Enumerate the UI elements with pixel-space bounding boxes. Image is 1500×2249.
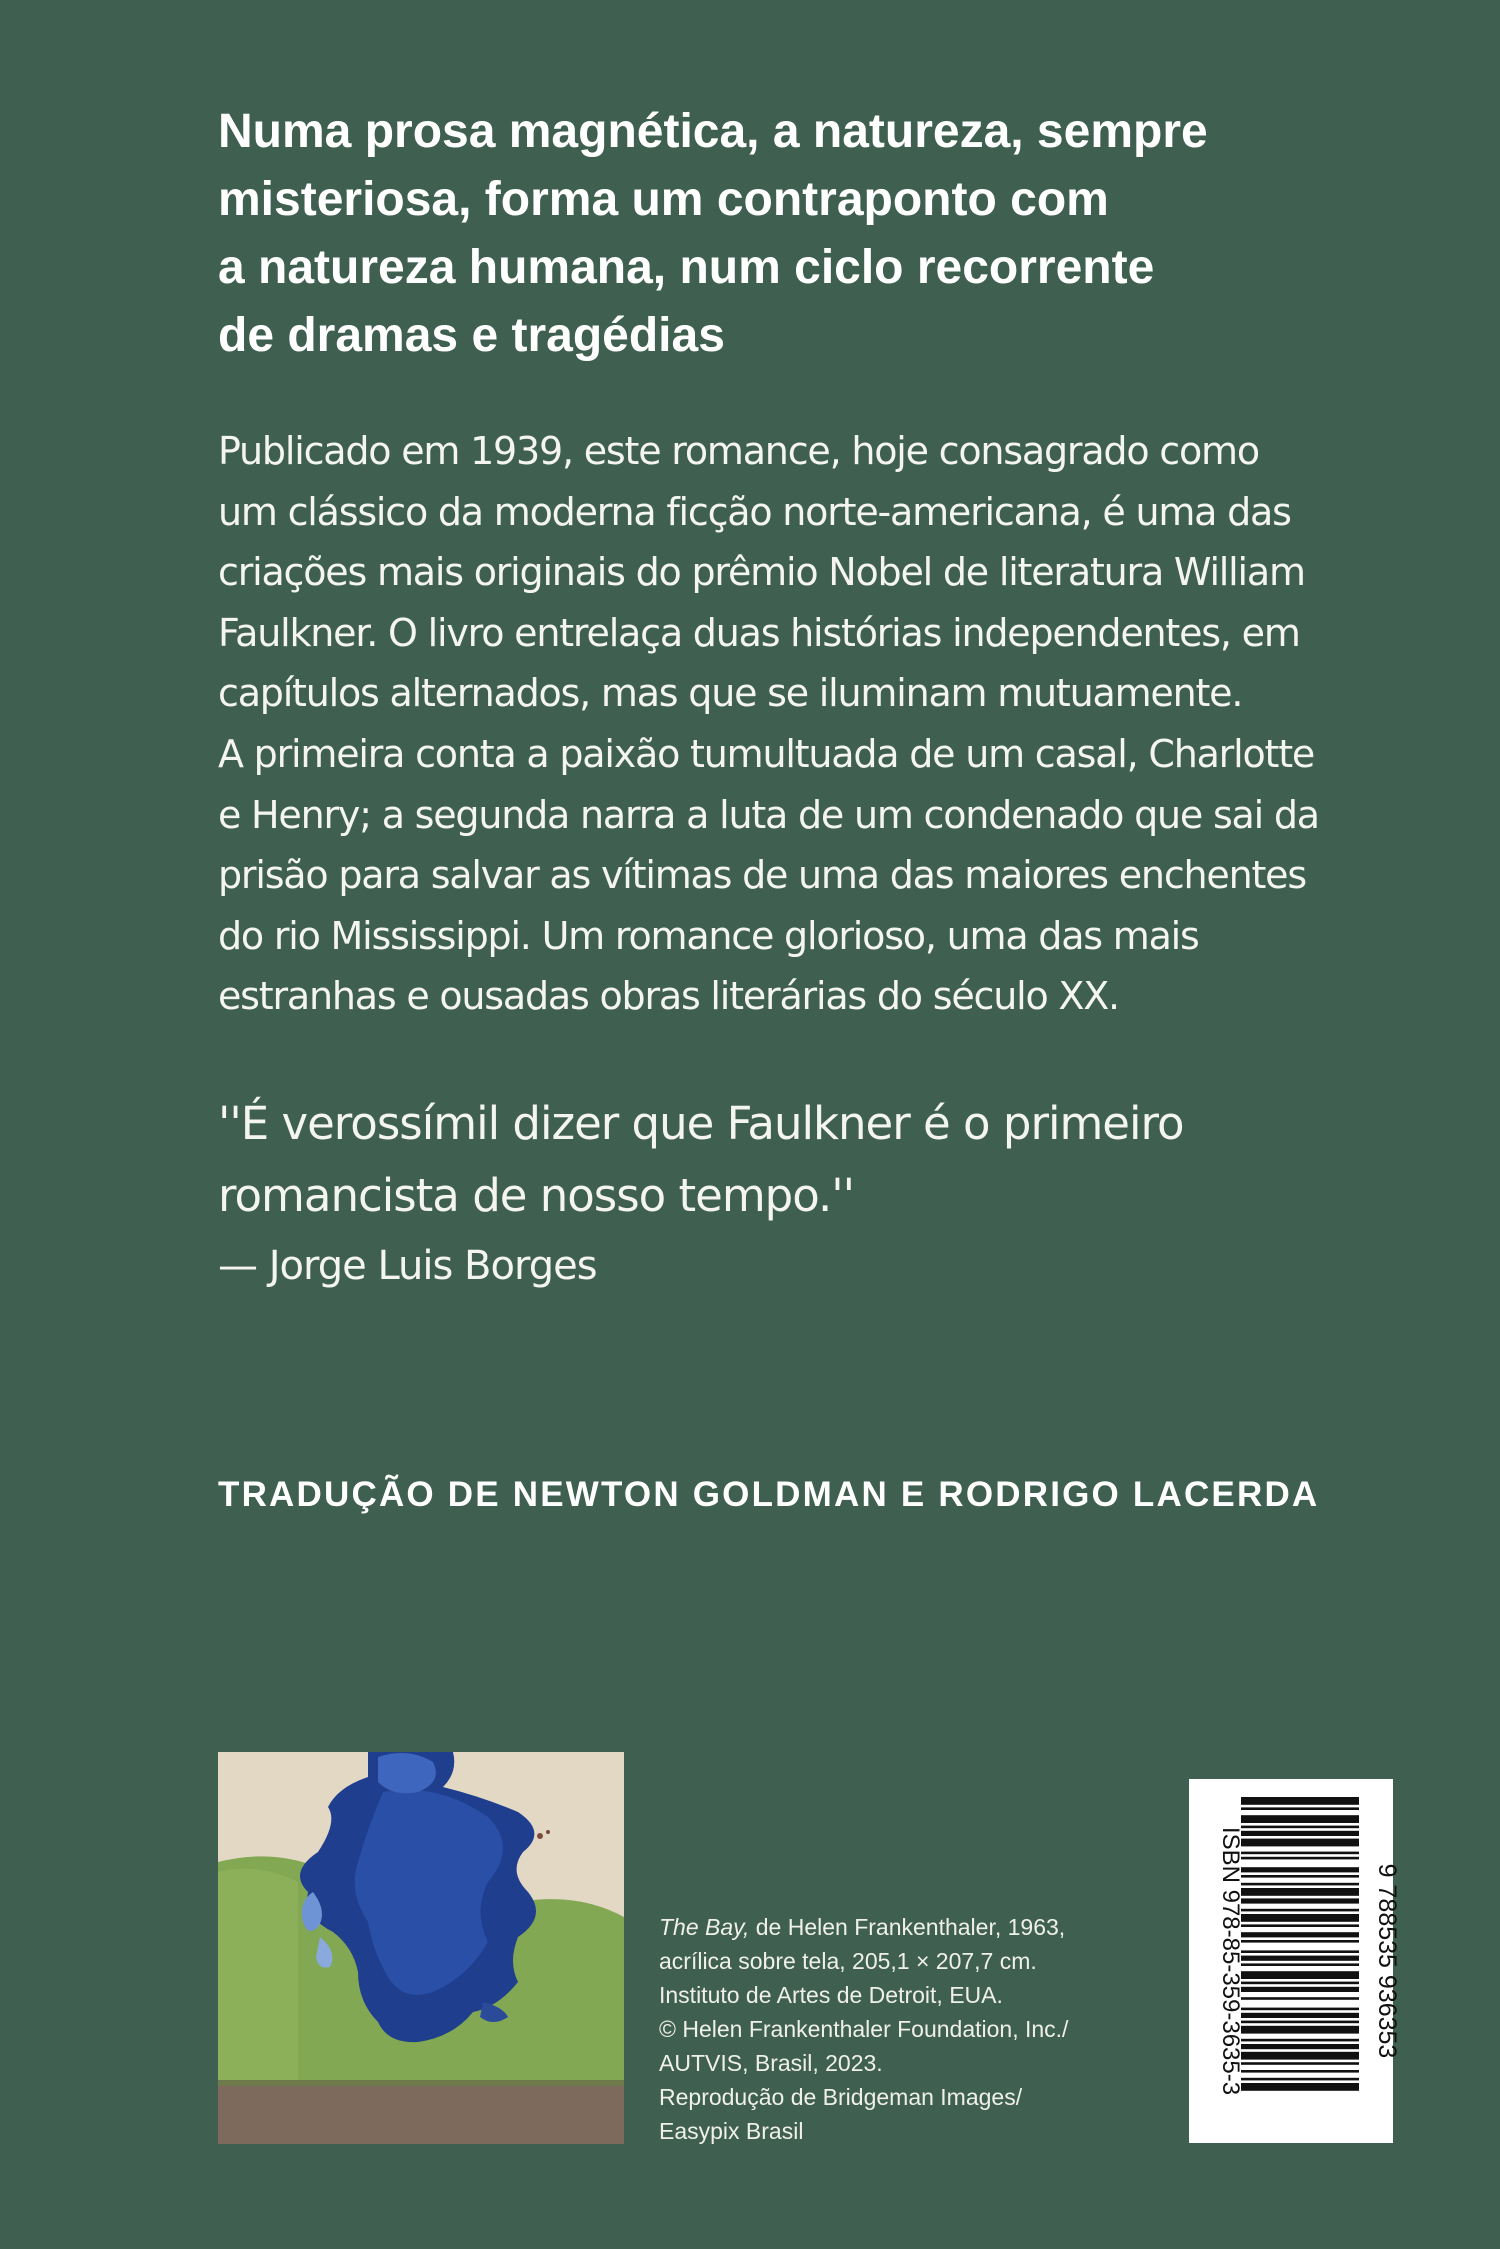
- synopsis-line: Publicado em 1939, este romance, hoje consagrado como: [218, 429, 1259, 473]
- synopsis-line: prisão para salvar as vítimas de uma das maiores enchentes: [218, 853, 1306, 898]
- barcode-bar: [1241, 1826, 1359, 1829]
- barcode-bar: [1241, 1997, 1359, 2000]
- headline: [218, 98, 1318, 370]
- barcode-bar: [1241, 1924, 1359, 1927]
- quote-attribution: — Jorge Luis Borges: [218, 1243, 597, 1289]
- barcode-bar: [1241, 1963, 1359, 1966]
- synopsis: [218, 421, 1338, 1027]
- caption-line: AUTVIS, Brasil, 2023.: [659, 2050, 883, 2076]
- barcode-bar: [1241, 2062, 1359, 2065]
- barcode-bar: [1241, 1807, 1359, 1810]
- barcode-bar: [1241, 1987, 1359, 1992]
- painting-caption: [659, 1910, 1079, 2148]
- synopsis-line: do rio Mississippi. Um romance glorioso, uma das mais: [218, 913, 1199, 958]
- barcode-bar: [1241, 2044, 1359, 2049]
- translators-credit: TRADUÇÃO DE NEWTON GOLDMAN E RODRIGO LACERDA: [218, 1475, 1320, 1514]
- synopsis-line: Faulkner. O livro entrelaça duas histórias independentes, em: [218, 610, 1300, 655]
- barcode-bar: [1241, 2013, 1359, 2018]
- headline-line: a natureza humana, num ciclo recorrente: [218, 241, 1155, 294]
- isbn-barcode: [1189, 1779, 1401, 2143]
- barcode-bar: [1241, 1909, 1359, 1912]
- quote-line: ''É verossímil dizer que Faulkner é o primeiro: [218, 1097, 1184, 1150]
- synopsis-line: e Henry; a segunda narra a luta de um condenado que sai da: [218, 792, 1319, 837]
- synopsis-line: capítulos alternados, mas que se iluminam mutuamente.: [218, 671, 1243, 716]
- barcode-graphic: [1189, 1779, 1401, 2143]
- quote-line: romancista de nosso tempo.'': [218, 1169, 855, 1222]
- barcode-bar: [1241, 1932, 1359, 1937]
- painting-title: The Bay,: [659, 1914, 750, 1940]
- barcode-bar: [1241, 2021, 1359, 2024]
- caption-line: [659, 1910, 1079, 1944]
- barcode-bar: [1241, 1831, 1359, 1836]
- barcode-bar: [1241, 1888, 1359, 1896]
- barcode-bar: [1241, 2008, 1359, 2011]
- synopsis-line: estranhas e ousadas obras literárias do século XX.: [218, 974, 1119, 1019]
- synopsis-line: A primeira conta a paixão tumultuada de um casal, Charlotte: [218, 731, 1315, 776]
- barcode-bar: [1241, 2078, 1359, 2081]
- caption-line: © Helen Frankenthaler Foundation, Inc./: [659, 2016, 1069, 2042]
- barcode-bar: [1241, 2083, 1359, 2091]
- barcode-bar: [1241, 1875, 1359, 1878]
- isbn-label: ISBN 978-85-359-3635-3: [1217, 1826, 1244, 2096]
- caption-line: Instituto de Artes de Detroit, EUA.: [659, 1982, 1003, 2008]
- barcode-bar: [1241, 1797, 1359, 1805]
- barcode-bar: [1241, 2026, 1359, 2034]
- barcode-bar: [1241, 1857, 1359, 1860]
- barcode-bar: [1241, 1950, 1359, 1953]
- barcode-bar: [1241, 1867, 1359, 1872]
- barcode-bar: [1241, 2070, 1359, 2073]
- headline-line: Numa prosa magnética, a natureza, sempre: [218, 105, 1208, 158]
- barcode-bar: [1241, 1852, 1359, 1855]
- barcode-bar: [1241, 1914, 1359, 1922]
- barcode-bar: [1241, 1982, 1359, 1985]
- caption-line: Easypix Brasil: [659, 2118, 804, 2144]
- barcode-bar: [1241, 1898, 1359, 1903]
- headline-line: misteriosa, forma um contraponto com: [218, 173, 1109, 226]
- barcode-bar: [1241, 1940, 1359, 1943]
- blurb-quote: [218, 1088, 1318, 1232]
- barcode-bar: [1241, 1839, 1359, 1847]
- barcode-bar: [1241, 1883, 1359, 1886]
- cover-painting-image: [218, 1752, 624, 2144]
- barcode-bar: [1241, 1956, 1359, 1961]
- synopsis-line: criações mais originais do prêmio Nobel de literatura William: [218, 550, 1305, 595]
- barcode-bar: [1241, 1815, 1359, 1823]
- caption-line: acrílica sobre tela, 205,1 × 207,7 cm.: [659, 1948, 1037, 1974]
- barcode-bar: [1241, 1971, 1359, 1979]
- barcode-digits: 9 788535 936353: [1373, 1863, 1401, 2059]
- caption-line-rest: de Helen Frankenthaler, 1963,: [749, 1914, 1066, 1940]
- headline-line: de dramas e tragédias: [218, 309, 725, 362]
- caption-line: Reprodução de Bridgeman Images/: [659, 2084, 1023, 2110]
- barcode-bar: [1241, 2039, 1359, 2042]
- barcode-bar: [1241, 2052, 1359, 2060]
- synopsis-line: um clássico da moderna ficção norte-americana, é uma das: [218, 489, 1291, 534]
